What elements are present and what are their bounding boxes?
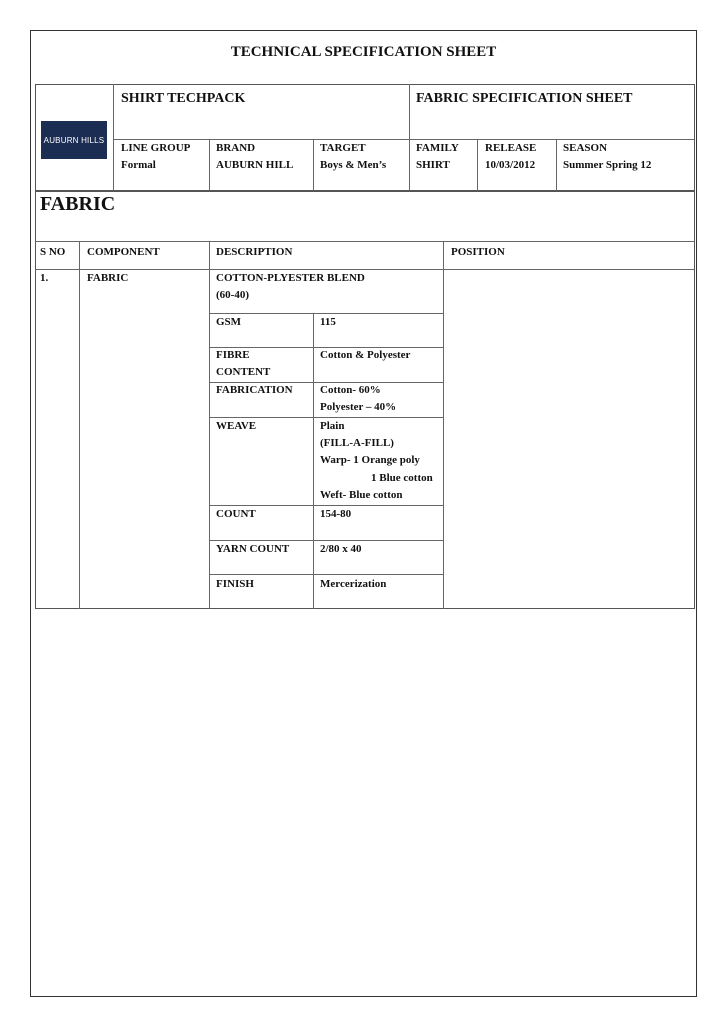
header-divider (477, 139, 478, 191)
spec-value: Polyester – 40% (320, 401, 397, 413)
section-title: FABRIC (40, 193, 116, 215)
spec-value: Plain (320, 420, 345, 432)
table-divider (209, 241, 210, 609)
column-header-description: DESCRIPTION (216, 246, 293, 258)
spec-value: 154-80 (320, 508, 352, 520)
row-description: (60-40) (216, 289, 249, 301)
header-divider (556, 139, 557, 191)
spec-label: GSM (216, 316, 242, 328)
column-header-position: POSITION (451, 246, 505, 258)
header-divider (313, 139, 314, 191)
header-divider (209, 139, 210, 191)
table-divider (35, 241, 695, 242)
spec-label: CONTENT (216, 366, 271, 378)
field-label: SEASON (563, 142, 608, 154)
field-value: AUBURN HILL (216, 159, 294, 171)
header-divider (409, 84, 410, 191)
table-divider (443, 241, 444, 609)
table-divider (313, 313, 314, 609)
spec-value: 1 Blue cotton (371, 472, 433, 484)
header-left-title: SHIRT TECHPACK (121, 91, 246, 106)
field-value: Formal (121, 159, 156, 171)
field-value: Boys & Men’s (320, 159, 387, 171)
spec-label: FINISH (216, 578, 254, 590)
spec-value: Weft- Blue cotton (320, 489, 403, 501)
table-divider (35, 269, 695, 270)
spec-value: 115 (320, 316, 336, 328)
row-sno: 1. (40, 272, 49, 284)
field-value: SHIRT (416, 159, 450, 171)
field-label: LINE GROUP (121, 142, 191, 154)
spec-label: FIBRE (216, 349, 250, 361)
page-title: TECHNICAL SPECIFICATION SHEET (230, 44, 497, 60)
field-value: 10/03/2012 (485, 159, 536, 171)
header-divider (113, 139, 695, 140)
column-header-component: COMPONENT (87, 246, 160, 258)
row-component: FABRIC (87, 272, 129, 284)
spec-value: 2/80 x 40 (320, 543, 362, 555)
row-description: COTTON-PLYESTER BLEND (216, 272, 365, 284)
spec-label: WEAVE (216, 420, 257, 432)
field-label: RELEASE (485, 142, 537, 154)
spec-value: Cotton- 60% (320, 384, 381, 396)
spec-value: Cotton & Polyester (320, 349, 411, 361)
spec-label: COUNT (216, 508, 256, 520)
header-right-title: FABRIC SPECIFICATION SHEET (416, 91, 633, 106)
table-divider (209, 574, 443, 575)
header-divider (113, 84, 114, 191)
spec-label: FABRICATION (216, 384, 293, 396)
auburn-hills-logo: AUBURN HILLS (41, 121, 107, 159)
spec-value: Mercerization (320, 578, 387, 590)
table-divider (79, 241, 80, 609)
field-value: Summer Spring 12 (563, 159, 652, 171)
spec-label: YARN COUNT (216, 543, 290, 555)
column-header-sno: S NO (40, 246, 66, 258)
field-label: BRAND (216, 142, 256, 154)
spec-value: (FILL-A-FILL) (320, 437, 394, 449)
spec-value: Warp- 1 Orange poly (320, 454, 420, 466)
field-label: FAMILY (416, 142, 459, 154)
field-label: TARGET (320, 142, 366, 154)
